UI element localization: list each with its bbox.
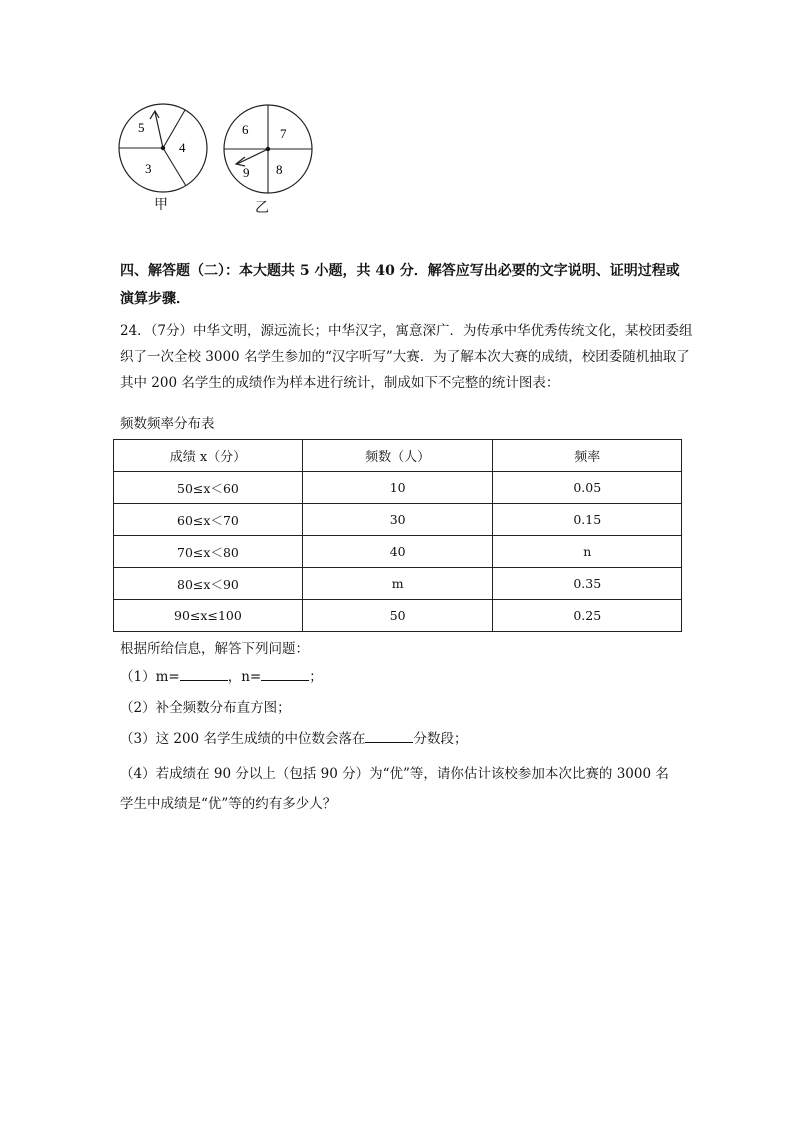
- cell-rate: 0.35: [493, 568, 682, 600]
- cell-score-range: 90≤x≤100: [114, 600, 303, 632]
- spinner-yi-label-8: 8: [276, 162, 283, 177]
- cell-count: 40: [302, 536, 493, 568]
- spinner-yi-pointer: [237, 149, 268, 164]
- spinner-yi-label-9: 9: [243, 165, 250, 180]
- header-frequency-count: 频数（人）: [302, 440, 493, 472]
- spinner-yi: [224, 105, 312, 193]
- spinners-drawing: [118, 104, 328, 224]
- spinner-yi-caption: 乙: [255, 200, 269, 216]
- spinner-jia-label-4: 4: [179, 140, 186, 155]
- cell-count: 30: [302, 504, 493, 536]
- cell-count: 50: [302, 600, 493, 632]
- table-row: [114, 600, 682, 632]
- table-row: [114, 568, 682, 600]
- sub1-prefix: （1）m=: [120, 669, 180, 685]
- table-header-row: [114, 440, 682, 472]
- header-score: 成绩 x（分）: [114, 440, 303, 472]
- spinner-yi-label-7: 7: [280, 126, 287, 141]
- table-row: [114, 536, 682, 568]
- cell-score-range: 80≤x＜90: [114, 568, 303, 600]
- cell-score-range: 70≤x＜80: [114, 536, 303, 568]
- table-row: [114, 472, 682, 504]
- cell-score-range: 50≤x＜60: [114, 472, 303, 504]
- sub-question-2: （2）补全频数分布直方图；: [120, 700, 291, 716]
- cell-rate: n: [493, 536, 682, 568]
- cell-rate: 0.25: [493, 600, 682, 632]
- answer-blank-n[interactable]: [261, 666, 309, 681]
- cell-count: 10: [302, 472, 493, 504]
- sub-question-3: [120, 728, 467, 750]
- spinner-jia-pivot: [161, 146, 165, 150]
- spinner-figures: [118, 104, 328, 224]
- header-frequency-rate: 频率: [493, 440, 682, 472]
- table-row: [114, 504, 682, 536]
- sub3-suffix: 分数段；: [413, 731, 468, 747]
- spinner-jia-caption: 甲: [154, 197, 168, 213]
- cell-count: m: [302, 568, 493, 600]
- sub1-mid: ，n=: [227, 669, 262, 685]
- followup-instruction: 根据所给信息，解答下列问题：: [120, 641, 309, 657]
- question-24-stem: 24．（7分）中华文明，源远流长；中华汉字，寓意深广．为传承中华优秀传统文化，某校团委组织了一次全校 3000 名学生参加的“汉字听写”大赛．为了解本次大赛的成绩，校团委随机抽取了其中 200 名学生的成绩作为样本进行统计，制成如下不完整的统计图表：: [120, 323, 693, 391]
- spinner-jia-label-3: 3: [145, 161, 152, 176]
- table-caption: 频数频率分布表: [120, 416, 215, 432]
- cell-rate: 0.15: [493, 504, 682, 536]
- sub1-suffix: ；: [309, 669, 323, 685]
- sub-question-4: （4）若成绩在 90 分以上（包括 90 分）为“优”等，请你估计该校参加本次比赛的 3000 名学生中成绩是“优”等的约有多少人？: [120, 766, 669, 812]
- spinner-jia-pointer-arrowhead: [150, 111, 159, 119]
- frequency-table: [113, 439, 682, 632]
- sub-question-1: [120, 666, 323, 688]
- spinner-jia: [119, 104, 207, 192]
- spinner-jia-label-5: 5: [138, 120, 145, 135]
- answer-blank-median[interactable]: [365, 728, 413, 743]
- answer-blank-m[interactable]: [180, 666, 228, 681]
- spinner-yi-label-6: 6: [242, 122, 249, 137]
- cell-score-range: 60≤x＜70: [114, 504, 303, 536]
- cell-rate: 0.05: [493, 472, 682, 504]
- spinner-yi-pivot: [266, 147, 270, 151]
- sub3-prefix: （3）这 200 名学生成绩的中位数会落在: [120, 731, 366, 747]
- section-title: 四、解答题（二）：本大题共 5 小题，共 40 分．解答应写出必要的文字说明、证明过程或演算步骤．: [120, 263, 680, 307]
